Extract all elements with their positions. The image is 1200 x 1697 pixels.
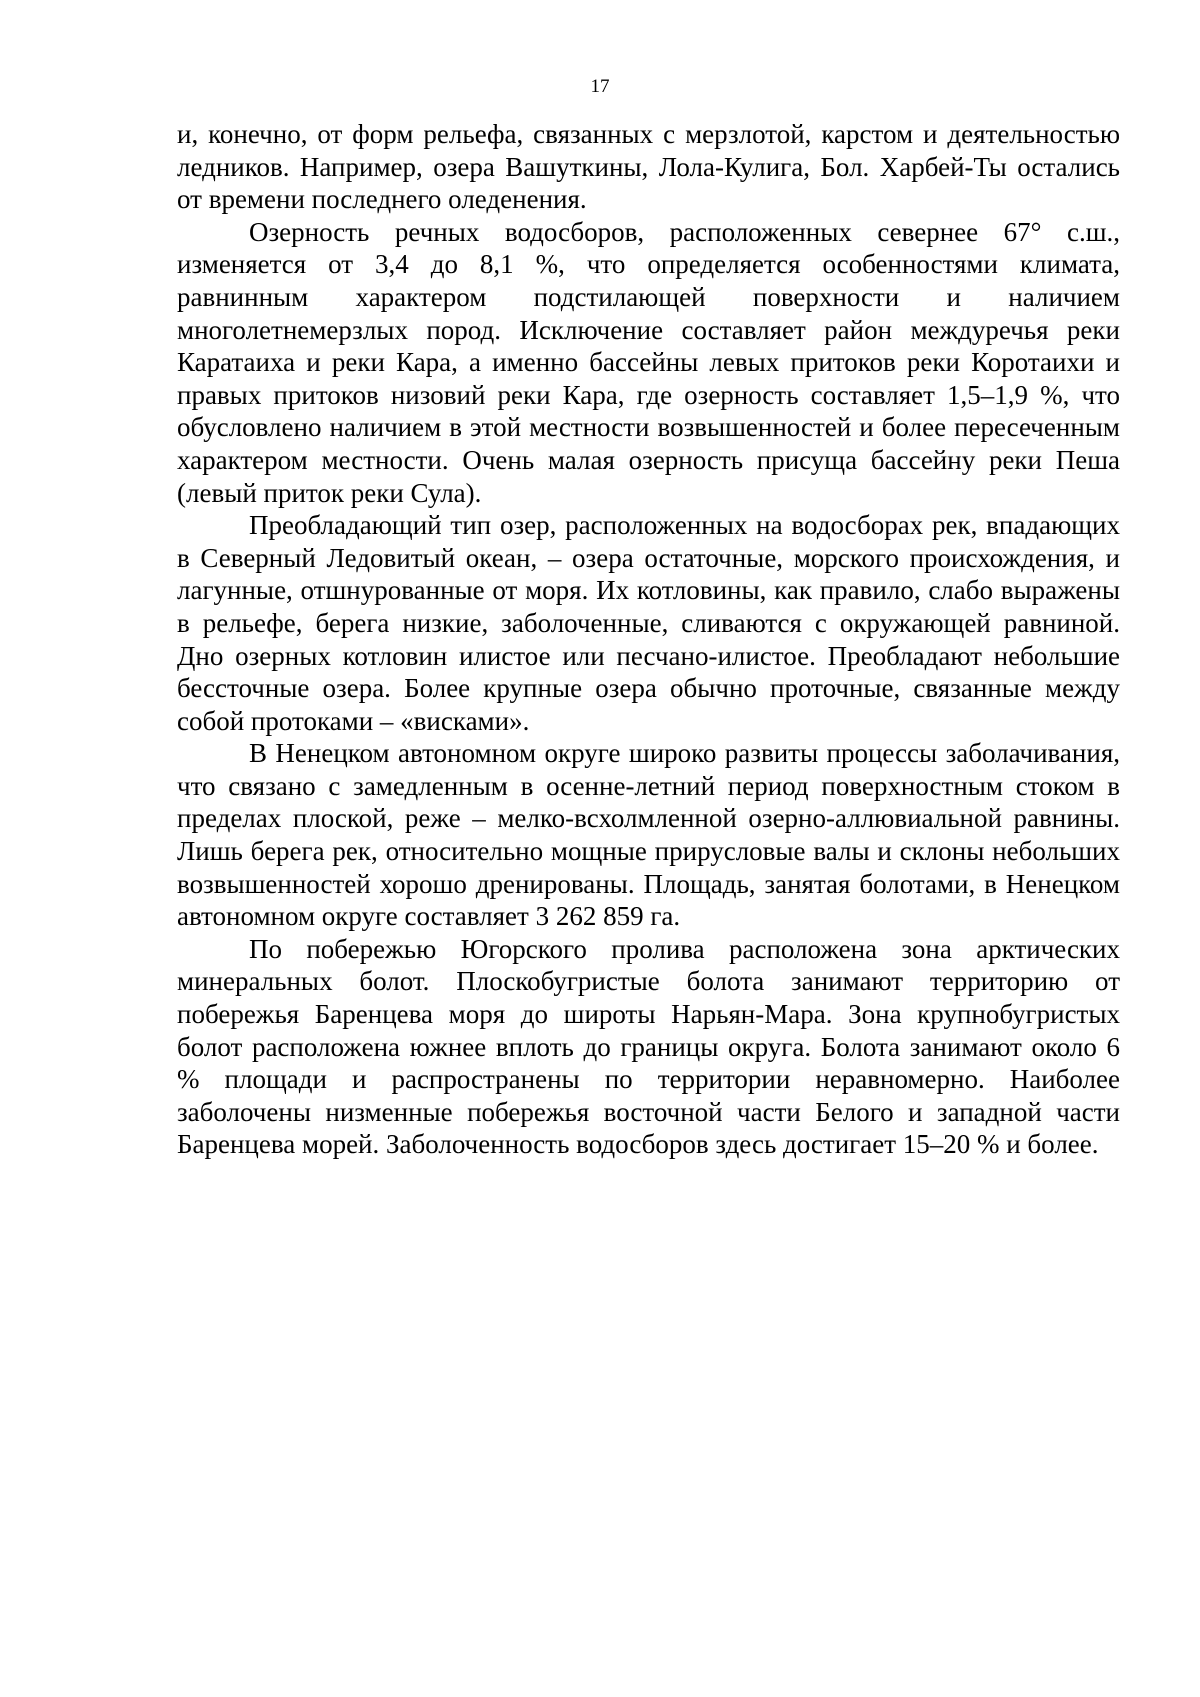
paragraph-lake-types: Преобладающий тип озер, расположенных на водосборах рек, впадающих в Северный Ледовитый океан, – озера остаточные, морского происхождения, и лагунные, отшнурованные от моря. Их котловины, как правило, слабо выражены в рельефе, берега низкие, заболоченные, сливаются с окружающей равниной. Дно озерных котловин илистое или песчано-илистое. Преобладают небольшие бессточные озера. Более крупные озера обычно проточные, связанные между собой протоками – «висками».: [177, 510, 1120, 736]
page-number: 17: [590, 76, 610, 97]
paragraph-continued: и, конечно, от форм рельефа, связанных с мерзлотой, карстом и деятельностью ледников. Например, озера Вашуткины, Лола-Кулига, Бол. Харбей-Ты остались от времени последнего оледенения.: [177, 119, 1120, 215]
paragraph-bog-zones: По побережью Югорского пролива расположена зона арктических минеральных болот. Плоскобугристые болота занимают территорию от побережья Баренцева моря до широты Нарьян-Мара. Зона крупнобугристых болот расположена южнее вплоть до границы округа. Болота занимают около 6 % площади и распространены по территории неравномерно. Наиболее заболочены низменные побережья восточной части Белого и западной части Баренцева морей. Заболоченность водосборов здесь достигает 15–20 % и более.: [177, 933, 1120, 1160]
body-text: [177, 118, 1120, 1161]
paragraph-lake-density: Озерность речных водосборов, расположенных севернее 67° с.ш., изменяется от 3,4 до 8,1 %, что определяется особенностями климата, равнинным характером подстилающей поверхности и наличием многолетнемерзлых пород. Исключение составляет район междуречья реки Каратаиха и реки Кара, а именно бассейны левых притоков реки Коротаихи и правых притоков низовий реки Кара, где озерность составляет 1,5–1,9 %, что обусловлено наличием в этой местности возвышенностей и более пересеченным характером местности. Очень малая озерность присуща бассейну реки Пеша (левый приток реки Сула).: [177, 216, 1120, 508]
paragraph-swamping: В Ненецком автономном округе широко развиты процессы заболачивания, что связано с замедленным в осенне-летний период поверхностным стоком в пределах плоской, реже – мелко-всхолмленной озерно-аллювиальной равнины. Лишь берега рек, относительно мощные прирусловые валы и склоны небольших возвышенностей хорошо дренированы. Площадь, занятая болотами, в Ненецком автономном округе составляет 3 262 859 га.: [177, 738, 1120, 932]
